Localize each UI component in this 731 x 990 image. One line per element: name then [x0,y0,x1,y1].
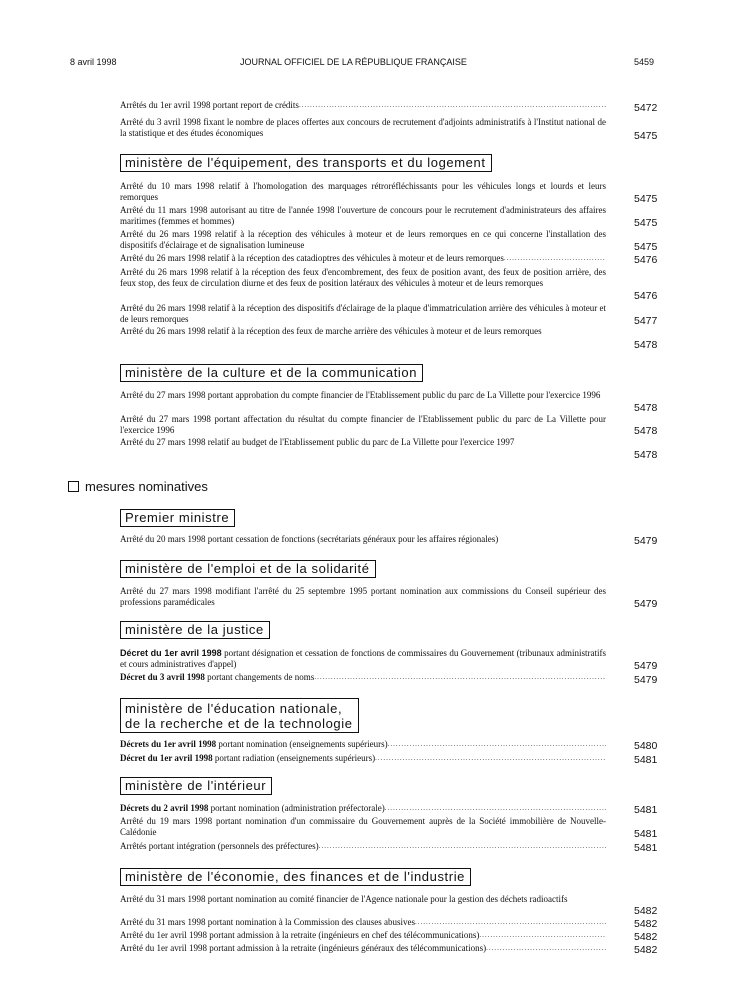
toc-page-number: 5482 [634,944,658,956]
toc-entry: Arrêté du 20 mars 1998 portant cessation de fonctions (secrétariats généraux pour les affaires régionales) [120,534,499,544]
toc-page-number: 5478 [634,339,658,351]
toc-page-number: 5478 [634,449,658,461]
toc-page-number: 5472 [634,102,658,114]
toc-page-number: 5476 [634,290,658,302]
toc-entry: Arrêté du 19 mars 1998 portant nomination d'un commissaire du Gouvernement auprès de la Société immobilière de Nouvelle-Calédonie [120,816,606,837]
toc-page-number: 5481 [634,842,658,854]
toc-entry: Arrêté du 27 mars 1998 portant affectation du résultat du compte financier de l'Etablissement public du parc de La Villette pour l'exercice 1996 [120,414,606,435]
toc-entry: Arrêté du 11 mars 1998 autorisant au titre de l'année 1998 l'ouverture de concours pour le recrutement d'administrateurs des affaires maritimes (femmes et hommes) [120,205,606,226]
toc-entry: Décrets du 1er avril 1998 portant nomination (enseignements supérieurs) ..... [120,739,606,750]
mesures-nominatives-heading: mesures nominatives [68,479,208,494]
toc-entry: Arrêté du 26 mars 1998 relatif à la réception des catadioptres des véhicules à moteur et de leurs remorques ..... [120,253,606,264]
toc-entry: Arrêté du 26 mars 1998 relatif à la réception des feux de marche arrière des véhicules à moteur et de leurs remorques [120,326,542,336]
toc-page-number: 5482 [634,918,658,930]
toc-entry: Décret du 1er avril 1998 portant radiation (enseignements supérieurs) ..... [120,753,606,764]
toc-page-number: 5478 [634,402,658,414]
toc-page-number: 5475 [634,217,658,229]
toc-page-number: 5481 [634,804,658,816]
toc-page-number: 5476 [634,254,658,266]
section-heading-justice: ministère de la justice [120,621,270,639]
toc-entry: Arrêté du 10 mars 1998 relatif à l'homologation des marquages rétroréfléchissants pour les véhicules longs et lourds et leurs remorques [120,181,606,202]
toc-entry: Arrêté du 1er avril 1998 portant admission à la retraite (ingénieurs en chef des télécommunications) ..... [120,930,606,941]
section-heading-education: ministère de l'éducation nationale, de la recherche et de la technologie [120,698,359,733]
header-title: JOURNAL OFFICIEL DE LA RÉPUBLIQUE FRANÇAISE [240,57,467,67]
toc-entry: Arrêté du 31 mars 1998 portant nomination au comité financier de l'Agence nationale pour la gestion des déchets radioactifs [120,894,568,904]
toc-page-number: 5481 [634,828,658,840]
toc-page-number: 5478 [634,425,658,437]
toc-entry: Arrêtés du 1er avril 1998 portant report de crédits ..... [120,100,606,111]
section-heading-economie: ministère de l'économie, des finances et de l'industrie [120,868,471,886]
toc-entry: Arrêté du 27 mars 1998 portant approbation du compte financier de l'Etablissement public du parc de La Villette pour l'exercice 1996 [120,390,601,400]
toc-entry: Décret du 3 avril 1998 portant changements de noms ..... [120,672,606,683]
toc-page-number: 5477 [634,315,658,327]
section-heading-emploi: ministère de l'emploi et de la solidarité [120,560,376,578]
toc-entry: Arrêté du 27 mars 1998 modifiant l'arrêté du 25 septembre 1995 portant nomination aux commissions du Conseil supérieur des professions paramédicales [120,586,606,607]
toc-entry: Arrêté du 1er avril 1998 portant admission à la retraite (ingénieurs généraux des télécommunications) ..... [120,943,606,954]
header-date: 8 avril 1998 [70,57,117,67]
section-heading-culture: ministère de la culture et de la communication [120,364,423,382]
toc-page-number: 5479 [634,535,658,547]
toc-entry: Arrêté du 26 mars 1998 relatif à la réception des véhicules à moteur et de leurs remorques en ce qui concerne l'installation des dispositifs d'éclairage et de signalisation lumineuse [120,229,606,250]
section-heading-equipement: ministère de l'équipement, des transports et du logement [120,154,492,172]
toc-entry: Arrêté du 27 mars 1998 relatif au budget de l'Etablissement public du parc de La Villette pour l'exercice 1997 [120,437,515,447]
toc-entry: Arrêté du 26 mars 1998 relatif à la réception des dispositifs d'éclairage de la plaque d'immatriculation arrière des véhicules à moteur et de leurs remorques [120,303,606,324]
toc-entry: Arrêtés portant intégration (personnels des préfectures) ..... [120,841,606,852]
toc-entry: Arrêté du 31 mars 1998 portant nomination à la Commission des clauses abusives ..... [120,917,606,928]
toc-page-number: 5479 [634,674,658,686]
toc-entry: Arrêté du 3 avril 1998 fixant le nombre de places offertes aux concours de recrutement d'adjoints administratifs à l'Institut national de la statistique et des études économiques [120,117,606,138]
toc-page-number: 5475 [634,193,658,205]
section-heading-interieur: ministère de l'intérieur [120,777,272,795]
toc-page-number: 5482 [634,931,658,943]
header-page-number: 5459 [634,57,655,67]
toc-page-number: 5475 [634,241,658,253]
toc-entry: Arrêté du 26 mars 1998 relatif à la réception des feux d'encombrement, des feux de position avant, des feux de position arrière, des feux stop, des feux de circulation diurne et des feux de position latéraux des véhicules à moteur et de leurs remorques [120,267,606,288]
toc-page-number: 5479 [634,660,658,672]
section-heading-premier-ministre: Premier ministre [120,509,235,527]
toc-page-number: 5481 [634,754,658,766]
checkbox-square-icon [68,481,79,492]
toc-page-number: 5475 [634,130,658,142]
toc-page-number: 5479 [634,598,658,610]
toc-entry: Décret du 1er avril 1998 portant désignation et cessation de fonctions de commissaires du Gouvernement (tribunaux administratifs et cours administratives d'appel) [120,648,606,669]
toc-page-number: 5482 [634,905,658,917]
toc-page-number: 5480 [634,740,658,752]
toc-entry: Décrets du 2 avril 1998 portant nomination (administration préfectorale) ..... [120,803,606,814]
